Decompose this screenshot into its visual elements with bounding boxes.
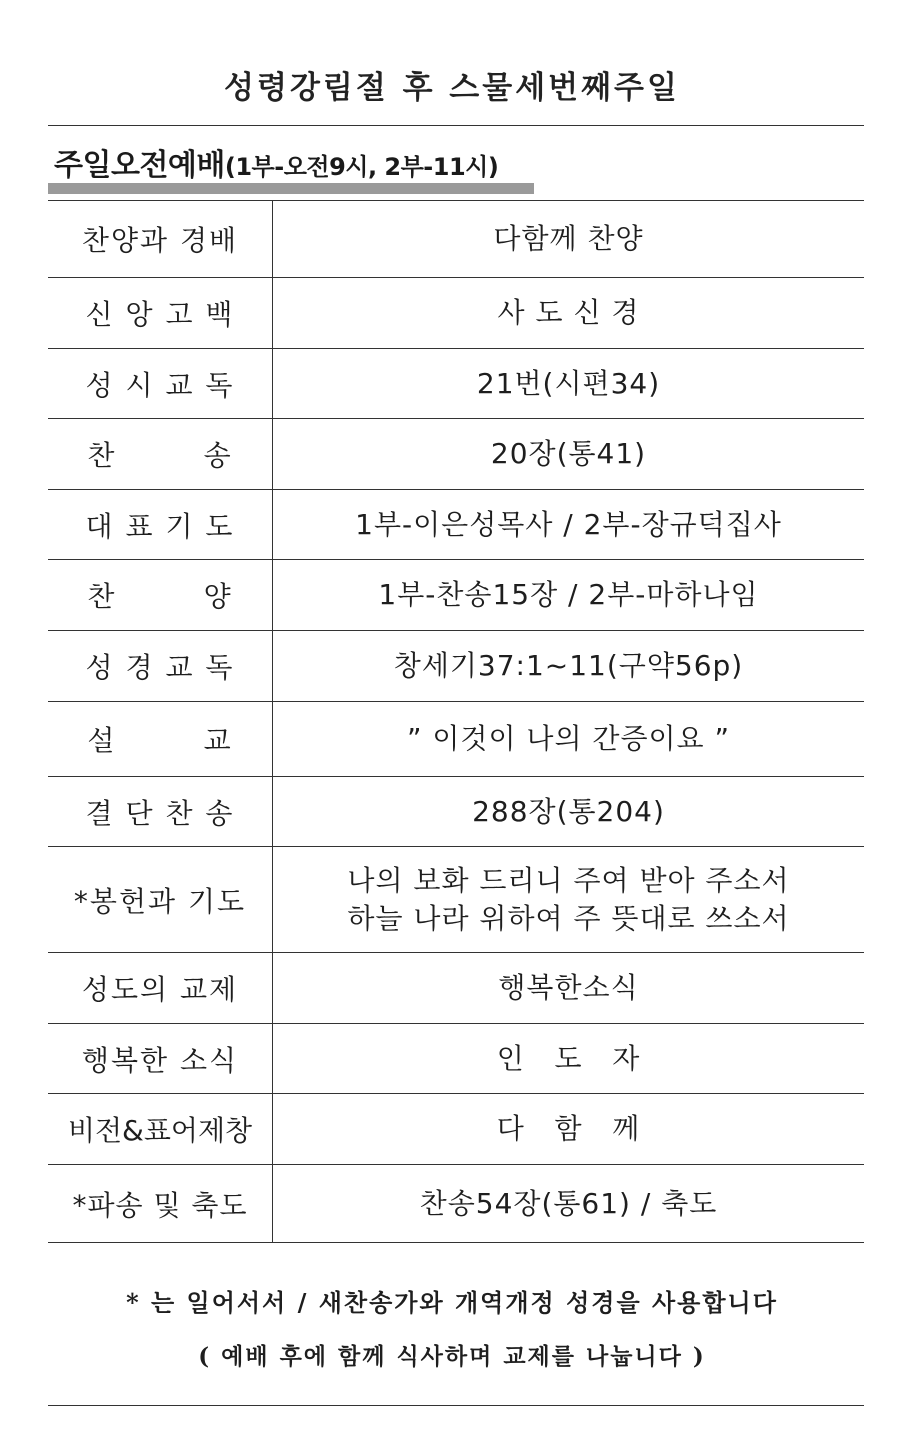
order-item: *파송 및 축도 bbox=[48, 1165, 273, 1243]
fellowship-note: ( 예배 후에 함께 식사하며 교제를 나눕니다 ) bbox=[198, 1343, 706, 1370]
order-row bbox=[48, 1024, 864, 1094]
order-content: 1부-이은성목사 / 2부-장규덕집사 bbox=[273, 490, 865, 560]
service-heading bbox=[54, 140, 498, 184]
order-row bbox=[48, 631, 864, 702]
order-item: 성 경 교 독 bbox=[48, 631, 273, 702]
order-item: 결 단 찬 송 bbox=[48, 777, 273, 847]
order-content: 행복한소식 bbox=[273, 953, 865, 1024]
order-content: 20장(통41) bbox=[273, 419, 865, 490]
order-content: 창세기37:1~11(구약56p) bbox=[273, 631, 865, 702]
order-row bbox=[48, 847, 864, 953]
order-item: 행복한 소식 bbox=[48, 1024, 273, 1094]
order-content: 사 도 신 경 bbox=[273, 278, 865, 349]
order-item: 성도의 교제 bbox=[48, 953, 273, 1024]
order-item: 찬 양 bbox=[48, 560, 273, 631]
heading-underline-bar bbox=[48, 183, 534, 194]
order-row bbox=[48, 278, 864, 349]
order-item: 찬양과 경배 bbox=[48, 201, 273, 278]
order-item: *봉헌과 기도 bbox=[48, 847, 273, 953]
standing-note: * 는 일어서서 / 새찬송가와 개역개정 성경을 사용합니다 bbox=[126, 1288, 778, 1317]
service-times: (1부-오전9시, 2부-11시) bbox=[224, 153, 499, 181]
order-row bbox=[48, 201, 864, 278]
order-row bbox=[48, 953, 864, 1024]
order-content: 찬송54장(통61) / 축도 bbox=[273, 1165, 865, 1243]
order-row bbox=[48, 490, 864, 560]
order-row bbox=[48, 777, 864, 847]
bottom-divider bbox=[48, 1405, 864, 1406]
lyrics-line-1: 나의 보화 드리니 주여 받아 주소서 bbox=[347, 863, 790, 897]
worship-order-table bbox=[48, 200, 864, 1243]
order-row bbox=[48, 702, 864, 777]
order-item: 설 교 bbox=[48, 702, 273, 777]
order-row bbox=[48, 349, 864, 419]
order-row bbox=[48, 1094, 864, 1165]
order-item: 성 시 교 독 bbox=[48, 349, 273, 419]
sermon-title: ” 이것이 나의 간증이요 ” bbox=[273, 702, 865, 777]
order-content: 다함께 찬양 bbox=[273, 201, 865, 278]
offering-hymn-lyrics bbox=[273, 847, 865, 953]
order-row bbox=[48, 1165, 864, 1243]
order-content: 288장(통204) bbox=[273, 777, 865, 847]
order-row bbox=[48, 560, 864, 631]
order-item: 비전&표어제창 bbox=[48, 1094, 273, 1165]
order-item: 찬 송 bbox=[48, 419, 273, 490]
order-content: 인 도 자 bbox=[273, 1024, 865, 1094]
order-item: 신 앙 고 백 bbox=[48, 278, 273, 349]
lyrics-line-2: 하늘 나라 위하여 주 뜻대로 쓰소서 bbox=[347, 901, 790, 935]
service-name: 주일오전예배 bbox=[54, 148, 225, 183]
order-content: 다 함 께 bbox=[273, 1094, 865, 1165]
title-divider bbox=[48, 125, 864, 126]
order-content: 21번(시편34) bbox=[273, 349, 865, 419]
order-item: 대 표 기 도 bbox=[48, 490, 273, 560]
order-content: 1부-찬송15장 / 2부-마하나임 bbox=[273, 560, 865, 631]
order-row bbox=[48, 419, 864, 490]
page-title: 성령강림절 후 스물세번째주일 bbox=[224, 70, 680, 106]
